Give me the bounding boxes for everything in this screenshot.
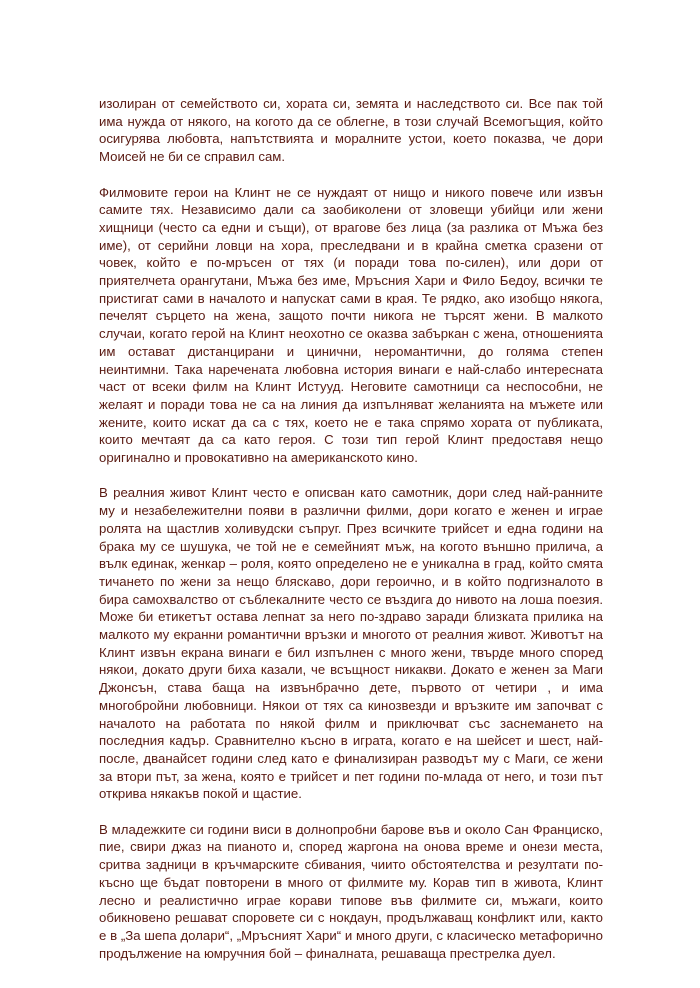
paragraph-4: В младежките си години виси в долнопробни барове във и около Сан Франциско, пие, свири джаз на пианото и, според жаргона на онова време и онези места, сритва задници в кръчмарските сбивания, чиито обстоятелства и резултати по-късно ще бъдат повторени в много от филмите му. Корав тип в живота, Клинт лесно и реалистично играе корави типове във филмите си, мъжаги, които обикновено решават споровете си с нокдаун, продължаващ конфликт или, както е в „За шепа долари“, „Мръсният Хари“ и много други, с класическо метафорично продължение на юмручния бой – финалната, решаваща престрелка дуел. — [99, 821, 603, 961]
paragraph-1: изолиран от семейството си, хората си, земята и наследството си. Все пак той има нужда от някого, на когото да се облегне, в този случай Всемогъщия, който осигурява любовта, напътствията и моралните устои, което показва, че дори Моисей не би се справил сам. — [99, 96, 603, 165]
paragraph-3: В реалния живот Клинт често е описван като самотник, дори след най-ранните му и незабележителни появи в различни филми, дори когато е женен и играе ролята на щастлив холивудски съпруг. През всичките трийсет и една години на брака му се шушука, че той не е семейният мъж, на когото външно прилича, а вълк единак, женкар – роля, която определено не е уникална в град, който смята тичането по жени за нещо бляскаво, дори героично, и в който подгизналото в бира самохвалство от съблекалните често се въздига до нивото на лоша поезия. Може би етикетът остава лепнат за него по-здраво заради близката прилика на малкото му екранни романтични връзки и многото от реалния живот. Животът на Клинт извън екрана винаги е бил изпълнен с много жени, твърде много според някои, докато други биха казали, че всъщност никакви. Докато е женен за Маги Джонсън, става баща на извънбрачно дете, първото от четири , и има многобройни любовници. Някои от тях са кинозвезди и връзките им започват с началото на работата по някой филм и приключват със заснемането на последния кадър. Сравнително късно в играта, когато е на шейсет и шест, най-после, дванайсет години след като е финализиран разводът му с Маги, се жени за втори път, за жена, която е трийсет и пет години по-млада от него, и този път открива някакъв покой и щастие. — [99, 485, 603, 802]
paragraph-2: Филмовите герои на Клинт не се нуждаят от нищо и никого повече или извън самите тях. Независимо дали са заобиколени от зловещи убийци или жени хищници (често са едни и същи), от врагове без лица (за разлика от Мъжа без име), от серийни ловци на хора, преследвани и в крайна сметка сразени от човек, който е по-мръсен от тях (и поради това по-силен), или дори от приятелчета орангутани, Мъжа без име, Мръсния Хари и Фило Бедоу, всички те пристигат сами в началото и напускат сами в края. Те рядко, ако изобщо някога, печелят сърцето на жена, защото почти никога не търсят жени. В малкото случаи, когато герой на Клинт неохотно се оказва забъркан с жена, отношенията им остават дистанцирани и цинични, неромантични, до голяма степен неинтимни. Така наречената любовна история винаги е най-слабо интересната част от всеки филм на Клинт Истууд. Неговите самотници са неспособни, не желаят и поради това не са на линия да изпълняват желанията на мъжете или жените, които искат да са с тях, което не е така спрямо хората от публиката, които мечтаят да са като героя. С този тип герой Клинт предоставя нещо оригинално и провокативно на американското кино. — [99, 184, 603, 466]
body-text — [99, 95, 603, 980]
